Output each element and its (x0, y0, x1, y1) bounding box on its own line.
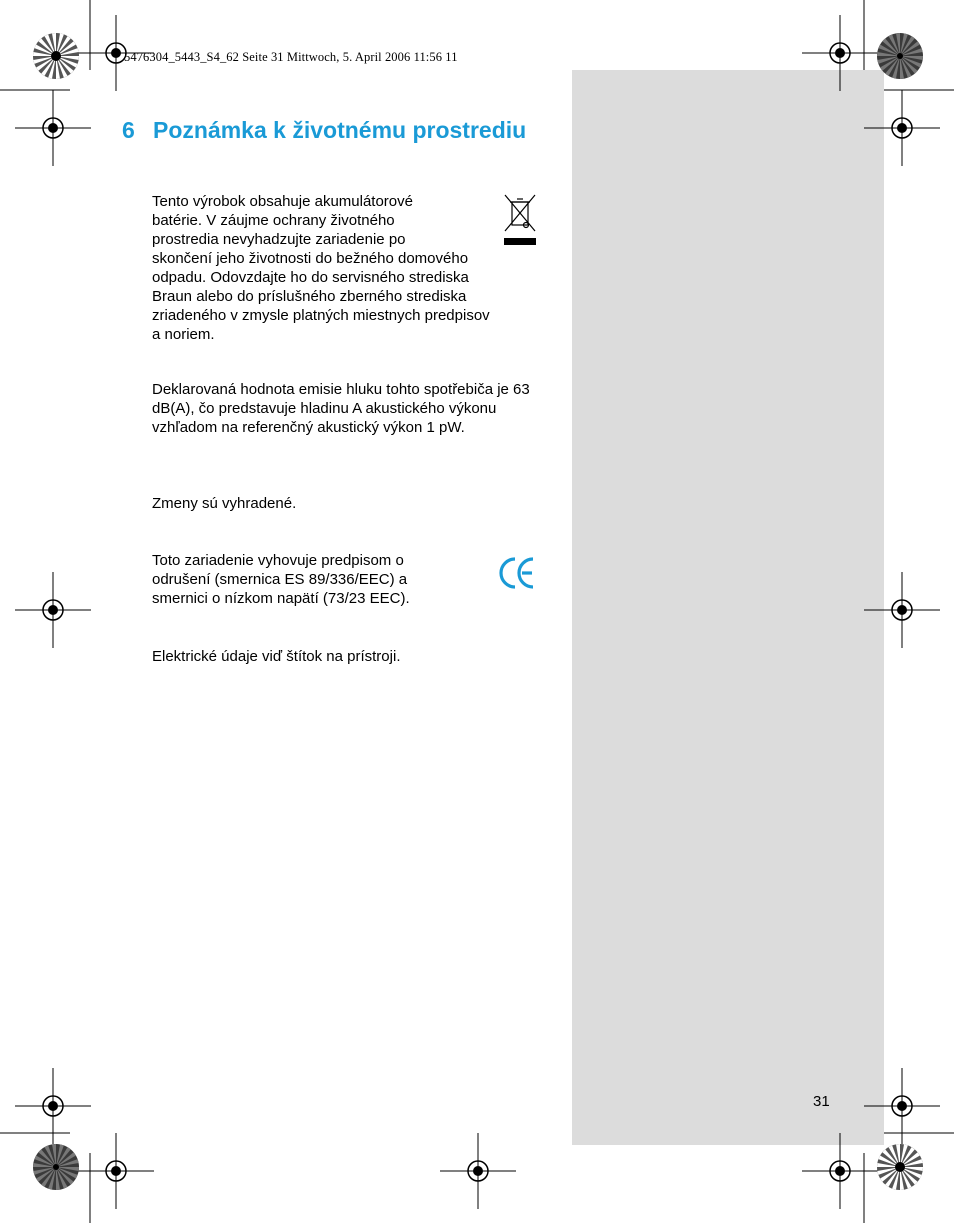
battery-line: Tento výrobok obsahuje akumulátorové (152, 193, 413, 210)
compliance-paragraph: Toto zariadenie vyhovuje predpisom o odrušení (smernica ES 89/336/EEC) a smernici o nízkom napätí (73/23 EEC). (152, 552, 410, 607)
color-calibration-starburst-icon (876, 32, 924, 80)
color-calibration-starburst-icon (32, 32, 80, 80)
changes-paragraph: Zmeny sú vyhradené. (152, 495, 297, 512)
noise-emission-paragraph: Deklarovaná hodnota emisie hluku tohto spotřebiča je 63 dB(A), čo predstavuje hladinu A akustického výkonu vzhľadom na referenčný akustický výkon 1 pW. (152, 381, 530, 436)
page-number: 31 (813, 1093, 830, 1110)
section-title: Poznámka k životnému prostrediu (153, 117, 527, 143)
electrical-data-paragraph: Elektrické údaje viď štítok na prístroji. (152, 648, 401, 665)
battery-line: odpadu. Odovzdajte ho do servisného strediska (152, 269, 469, 286)
color-calibration-starburst-icon (32, 1143, 80, 1191)
section-number: 6 (122, 117, 135, 143)
battery-line: zriadeného v zmysle platných miestnych predpisov (152, 307, 490, 324)
battery-line: batérie. V záujme ochrany životného (152, 212, 395, 229)
battery-line: Braun alebo do príslušného zberného strediska (152, 288, 467, 305)
battery-line: prostredia nevyhadzujte zariadenie po (152, 231, 406, 248)
battery-line: skončení jeho životnosti do bežného domového (152, 250, 469, 267)
color-calibration-starburst-icon (876, 1143, 924, 1191)
battery-line: a noriem. (152, 326, 215, 343)
print-info: 5476304_5443_S4_62 Seite 31 Mittwoch, 5. April 2006 11:56 11 (124, 50, 458, 64)
